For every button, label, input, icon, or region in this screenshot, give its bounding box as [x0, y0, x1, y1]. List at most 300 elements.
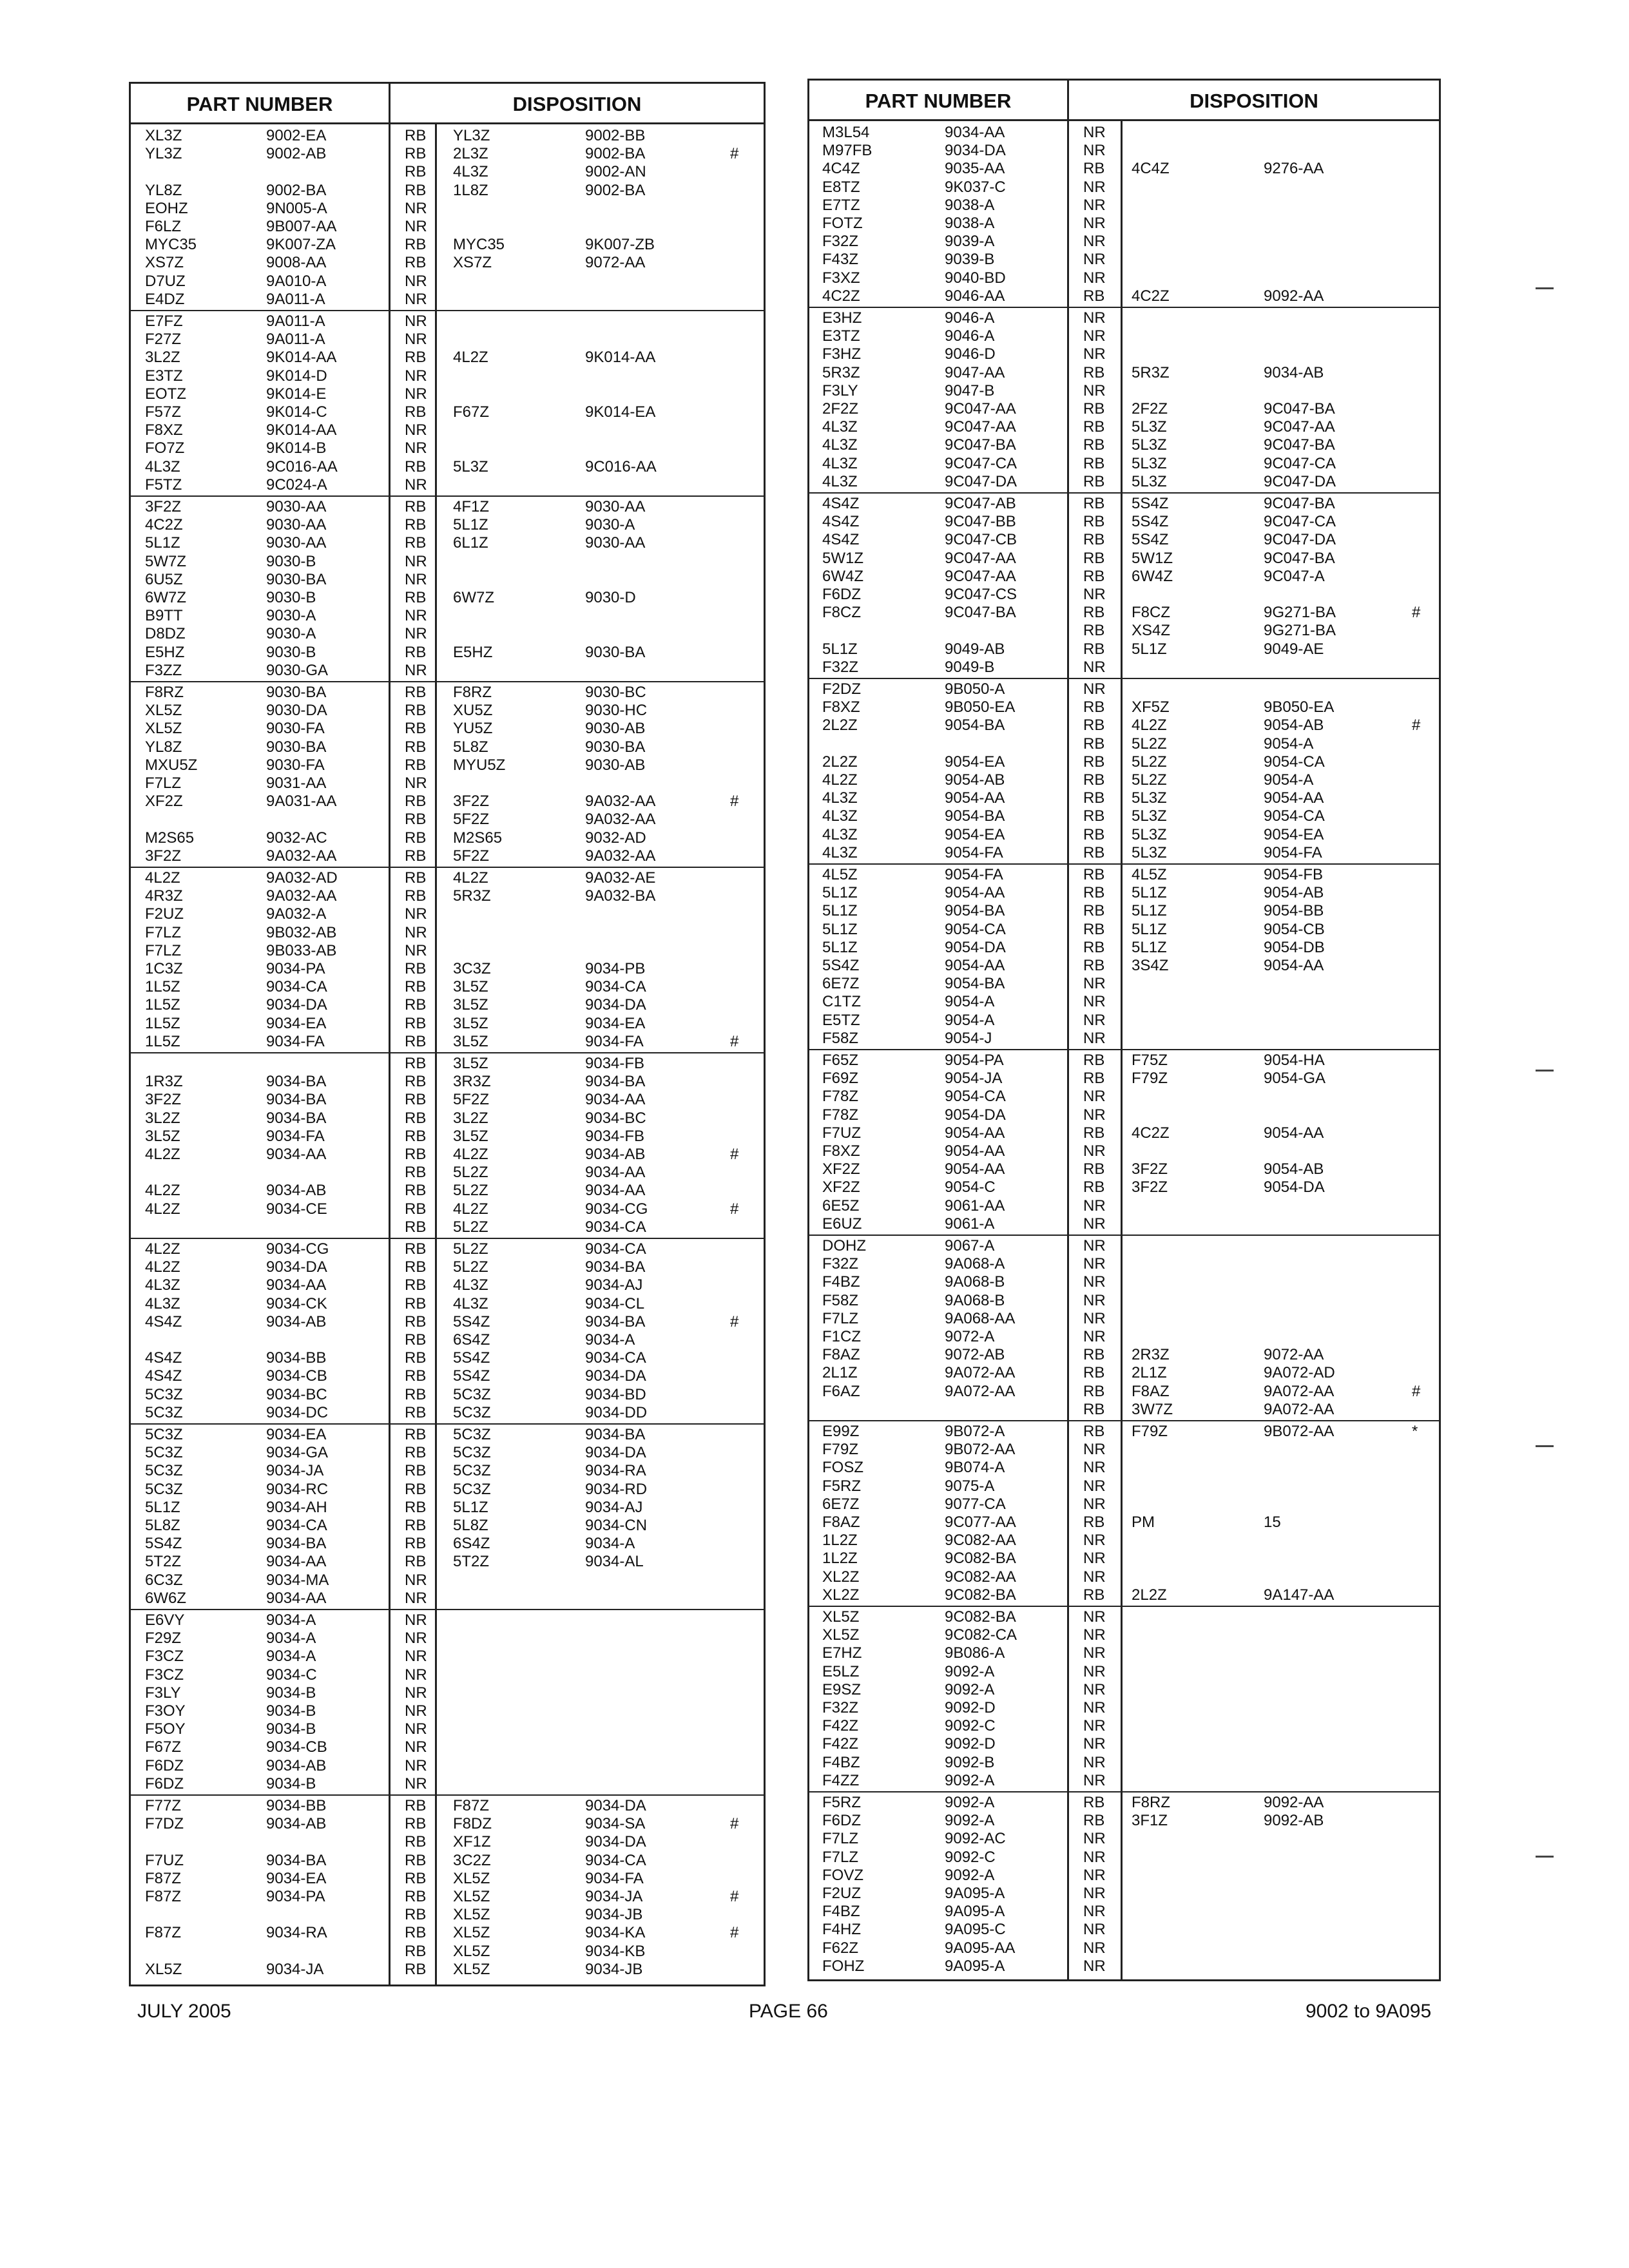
part-prefix: F32Z: [822, 233, 859, 251]
new-base: 9C047-DA: [1264, 472, 1336, 490]
part-base: 9054-A: [945, 1011, 995, 1029]
part-prefix: F87Z: [145, 1888, 182, 1905]
part-base: 9054-PA: [945, 1052, 1004, 1069]
part-base: 9030-FA: [266, 720, 325, 738]
new-base: 9K014-EA: [585, 403, 656, 421]
new-base: 9030-D: [585, 589, 636, 606]
row-group: [809, 678, 1439, 865]
part-prefix: F3HZ: [822, 345, 861, 363]
new-prefix: YU5Z: [453, 720, 493, 738]
part-prefix: F3OY: [145, 1702, 186, 1720]
new-base: 9049-AE: [1264, 640, 1324, 658]
disposition-code: RB: [1083, 531, 1105, 549]
part-base: 9030-GA: [266, 661, 329, 679]
disposition-code: NR: [1083, 1753, 1106, 1771]
part-base: 9049-B: [945, 658, 995, 676]
part-prefix: F6AZ: [822, 1382, 860, 1400]
new-base: 9054-A: [1264, 771, 1314, 789]
part-base: 9092-A: [945, 1866, 995, 1884]
part-base: 9092-A: [945, 1680, 995, 1698]
margin-mark: [1536, 1856, 1554, 1858]
part-prefix: XF2Z: [145, 793, 183, 811]
part-prefix: 4L3Z: [822, 454, 858, 472]
disposition-code: RB: [405, 756, 427, 774]
part-base: 9034-BA: [266, 1091, 327, 1109]
disposition-code: RB: [405, 1553, 427, 1571]
part-prefix: 4L2Z: [145, 1146, 180, 1163]
new-prefix: 2L3Z: [453, 145, 488, 163]
new-prefix: 6W7Z: [453, 589, 495, 606]
part-base: 9047-AA: [945, 363, 1005, 381]
part-prefix: 1C3Z: [145, 960, 183, 977]
disposition-code: NR: [1083, 1662, 1106, 1680]
disposition-code: RB: [1083, 902, 1105, 920]
part-prefix: F7LZ: [145, 774, 182, 792]
part-prefix: F3CZ: [145, 1666, 184, 1684]
part-base: 9A068-B: [945, 1291, 1005, 1309]
new-prefix: 3L5Z: [453, 996, 488, 1014]
part-prefix: F8AZ: [822, 1346, 860, 1364]
disposition-code: NR: [1083, 975, 1106, 993]
part-prefix: 3L5Z: [145, 1127, 180, 1145]
part-prefix: 3F2Z: [145, 1091, 182, 1109]
new-prefix: 3C2Z: [453, 1851, 491, 1869]
disposition-code: RB: [1083, 287, 1105, 305]
part-base: 9031-AA: [266, 774, 327, 792]
disposition-code: NR: [405, 1684, 427, 1702]
part-prefix: YL8Z: [145, 738, 182, 756]
new-base: 9034-CA: [585, 1349, 646, 1367]
new-base: 9C047-CA: [1264, 513, 1336, 531]
disposition-code: NR: [1083, 1550, 1106, 1568]
part-prefix: F4ZZ: [822, 1771, 860, 1789]
note-mark: #: [730, 1815, 739, 1833]
disposition-code: RB: [1083, 825, 1105, 843]
new-prefix: 5S4Z: [453, 1312, 490, 1331]
part-base: 9B032-AB: [266, 923, 337, 941]
part-prefix: E7HZ: [822, 1644, 862, 1662]
new-base: 9034-KA: [585, 1924, 646, 1942]
disposition-code: NR: [1083, 269, 1106, 287]
part-base: 9A068-B: [945, 1273, 1005, 1291]
disposition-code: NR: [405, 367, 427, 385]
new-prefix: 2R3Z: [1132, 1346, 1170, 1364]
row-group: [131, 867, 764, 1053]
part-base: 9A032-AA: [266, 847, 337, 865]
part-base: 9A032-AA: [266, 887, 337, 905]
new-base: 9034-RA: [585, 1462, 646, 1480]
part-base: 9030-BA: [266, 684, 327, 701]
part-prefix: 3L2Z: [145, 349, 180, 367]
part-base: 9K014-AA: [266, 349, 337, 367]
part-prefix: F6DZ: [822, 1812, 861, 1830]
disposition-code: RB: [405, 960, 427, 977]
part-base: 9034-A: [266, 1629, 316, 1648]
disposition-code: RB: [1083, 1586, 1105, 1604]
disposition-code: NR: [405, 439, 427, 457]
part-base: 9054-EA: [945, 753, 1005, 771]
new-base: 9034-JB: [585, 1906, 643, 1924]
disposition-code: RB: [1083, 622, 1105, 640]
part-base: 9C082-AA: [945, 1532, 1016, 1550]
disposition-code: NR: [1083, 1088, 1106, 1106]
disposition-code: RB: [405, 1869, 427, 1887]
new-prefix: 2L2Z: [1132, 1586, 1167, 1604]
part-base: 9054-AA: [945, 1124, 1005, 1142]
new-prefix: 3L5Z: [453, 1014, 488, 1032]
part-prefix: E7TZ: [822, 196, 860, 214]
new-base: 9054-EA: [1264, 825, 1324, 843]
part-prefix: XL5Z: [145, 702, 182, 720]
part-base: 9K037-C: [945, 178, 1006, 196]
part-prefix: F42Z: [822, 1717, 859, 1735]
new-base: 9054-FA: [1264, 843, 1322, 861]
left-table: [129, 82, 766, 1986]
new-prefix: 5F2Z: [453, 847, 490, 865]
disposition-code: NR: [1083, 1011, 1106, 1029]
new-base: 9034-A: [585, 1331, 635, 1349]
new-base: 9034-CA: [585, 978, 646, 996]
part-base: 9034-EA: [266, 1014, 327, 1032]
new-base: 9034-AJ: [585, 1276, 643, 1294]
new-base: 9072-AA: [1264, 1346, 1324, 1364]
new-base: 9034-SA: [585, 1815, 646, 1833]
disposition-code: RB: [405, 829, 427, 847]
part-base: 9034-BB: [266, 1797, 327, 1814]
new-base: 9C047-BA: [1264, 436, 1335, 454]
new-prefix: 2F2Z: [1132, 400, 1168, 418]
part-base: 9032-AC: [266, 829, 327, 847]
row-group: [131, 310, 764, 497]
part-prefix: F62Z: [822, 1939, 859, 1957]
new-prefix: 6S4Z: [453, 1331, 490, 1349]
part-prefix: F2DZ: [822, 680, 861, 698]
part-base: 9K014-D: [266, 367, 327, 385]
disposition-code: RB: [405, 811, 427, 829]
disposition-code: RB: [405, 720, 427, 738]
part-prefix: F78Z: [822, 1106, 859, 1124]
note-mark: #: [730, 1032, 739, 1050]
part-prefix: 5W7Z: [145, 552, 187, 570]
new-prefix: 5F2Z: [453, 811, 490, 829]
disposition-code: NR: [405, 1611, 427, 1629]
part-prefix: F32Z: [822, 1255, 859, 1273]
row-group: [131, 1238, 764, 1425]
disposition-code: RB: [1083, 549, 1105, 567]
right-table: [807, 79, 1441, 1981]
disposition-code: NR: [1083, 327, 1106, 345]
part-base: 9034-GA: [266, 1444, 329, 1462]
part-prefix: D8DZ: [145, 625, 186, 643]
footer-range: 9002 to 9A095: [1306, 2001, 1432, 2022]
part-prefix: 4L2Z: [822, 771, 858, 789]
row-group: [131, 681, 764, 868]
disposition-code: RB: [405, 1815, 427, 1833]
part-base: 9034-RA: [266, 1924, 327, 1942]
disposition-code: RB: [405, 1331, 427, 1349]
new-base: 9A032-AA: [585, 847, 656, 865]
new-prefix: YL3Z: [453, 127, 490, 144]
disposition-code: RB: [405, 996, 427, 1014]
new-prefix: 3S4Z: [1132, 957, 1169, 974]
new-prefix: 4L2Z: [1132, 716, 1167, 735]
part-prefix: 5S4Z: [822, 957, 860, 974]
disposition-code: RB: [405, 163, 427, 181]
disposition-code: RB: [1083, 363, 1105, 381]
new-base: 9030-AA: [585, 534, 646, 552]
new-prefix: 5L3Z: [453, 457, 488, 476]
disposition-code: RB: [405, 793, 427, 811]
part-base: 9034-PA: [266, 960, 325, 977]
new-prefix: 5L3Z: [1132, 472, 1167, 490]
part-prefix: 4S4Z: [822, 495, 860, 512]
part-base: 9030-B: [266, 552, 316, 570]
new-base: 9C047-BA: [1264, 400, 1335, 418]
disposition-code: NR: [1083, 1237, 1106, 1254]
margin-mark: [1536, 1445, 1554, 1447]
new-base: 9034-PB: [585, 960, 646, 977]
disposition-code: RB: [1083, 400, 1105, 418]
disposition-code: NR: [1083, 1255, 1106, 1273]
new-prefix: 5C3Z: [453, 1385, 491, 1403]
part-base: 9A095-A: [945, 1885, 1005, 1902]
part-prefix: 5T2Z: [145, 1553, 182, 1571]
part-base: 9C082-CA: [945, 1626, 1017, 1644]
new-prefix: F75Z: [1132, 1052, 1168, 1069]
new-base: 9092-AB: [1264, 1812, 1324, 1830]
new-base: 9C047-CA: [1264, 454, 1336, 472]
new-base: 9032-AD: [585, 829, 646, 847]
part-prefix: MXU5Z: [145, 756, 198, 774]
disposition-code: RB: [1083, 698, 1105, 716]
disposition-code: RB: [405, 1888, 427, 1905]
disposition-code: RB: [1083, 789, 1105, 807]
new-prefix: 5S4Z: [1132, 495, 1169, 512]
disposition-code: NR: [1083, 1680, 1106, 1698]
part-prefix: 5W1Z: [822, 549, 864, 567]
new-prefix: 5L1Z: [1132, 938, 1167, 956]
part-prefix: E4DZ: [145, 290, 185, 308]
new-prefix: 5S4Z: [1132, 513, 1169, 531]
new-prefix: 6S4Z: [453, 1535, 490, 1553]
part-base: 9054-A: [945, 993, 995, 1011]
note-mark: #: [730, 1312, 739, 1331]
part-base: 9C082-BA: [945, 1586, 1016, 1604]
part-base: 9034-A: [266, 1648, 316, 1666]
part-prefix: M2S65: [145, 829, 195, 847]
part-base: 9A010-A: [266, 272, 327, 290]
part-base: 9002-BA: [266, 181, 327, 199]
new-base: 9092-AA: [1264, 1794, 1324, 1811]
part-base: 9030-BA: [266, 570, 327, 588]
part-base: 9030-B: [266, 589, 316, 606]
disposition-code: NR: [1083, 1196, 1106, 1215]
part-prefix: 2L2Z: [822, 716, 858, 735]
part-base: 9034-PA: [266, 1888, 325, 1905]
part-prefix: 3F2Z: [145, 847, 182, 865]
new-prefix: 4L3Z: [453, 1294, 488, 1312]
part-base: 9034-EA: [266, 1426, 327, 1443]
part-prefix: 1L5Z: [145, 978, 180, 996]
part-prefix: 6U5Z: [145, 570, 183, 588]
new-prefix: 5S4Z: [453, 1349, 490, 1367]
new-prefix: 3L5Z: [453, 1055, 488, 1072]
disposition-code: NR: [1083, 142, 1106, 160]
disposition-code: NR: [405, 1756, 427, 1774]
new-base: 9034-DA: [585, 996, 646, 1014]
disposition-code: RB: [405, 516, 427, 534]
part-prefix: F32Z: [822, 658, 859, 676]
disposition-code: NR: [405, 272, 427, 290]
part-prefix: XL2Z: [822, 1586, 860, 1604]
disposition-code: RB: [1083, 884, 1105, 902]
part-base: 9034-BB: [266, 1349, 327, 1367]
part-base: 9092-A: [945, 1662, 995, 1680]
new-prefix: 3L5Z: [453, 1127, 488, 1145]
note-mark: #: [730, 793, 739, 811]
new-prefix: 3F2Z: [453, 793, 490, 811]
part-base: 9C047-CS: [945, 586, 1017, 603]
part-prefix: 4L2Z: [145, 1258, 180, 1276]
part-prefix: 4C2Z: [145, 516, 183, 534]
part-base: 9C077-AA: [945, 1514, 1016, 1531]
disposition-code: RB: [1083, 1124, 1105, 1142]
new-base: 9A032-AE: [585, 869, 656, 887]
part-base: 9092-B: [945, 1753, 995, 1771]
part-prefix: F7LZ: [145, 923, 182, 941]
part-prefix: 4R3Z: [145, 887, 183, 905]
part-prefix: 5C3Z: [145, 1426, 183, 1443]
part-prefix: 5L1Z: [822, 640, 858, 658]
part-prefix: 1L5Z: [145, 996, 180, 1014]
part-prefix: 1L5Z: [145, 1032, 180, 1050]
disposition-code: NR: [1083, 1608, 1106, 1626]
part-prefix: F8XZ: [822, 698, 860, 716]
new-base: 9054-CA: [1264, 753, 1325, 771]
part-prefix: 4L3Z: [822, 807, 858, 825]
part-prefix: 4L3Z: [822, 789, 858, 807]
disposition-code: NR: [405, 199, 427, 217]
row-group: [131, 1609, 764, 1796]
new-base: 9034-BD: [585, 1385, 646, 1403]
new-base: 9034-FB: [585, 1127, 645, 1145]
left-table-header: [131, 84, 764, 124]
part-base: 9A032-AD: [266, 869, 338, 887]
disposition-code: RB: [405, 589, 427, 606]
part-base: 9054-CA: [945, 1088, 1006, 1106]
new-prefix: 6L1Z: [453, 534, 488, 552]
new-prefix: XL5Z: [453, 1960, 490, 1978]
new-base: 9054-GA: [1264, 1070, 1326, 1088]
part-base: 9A011-A: [266, 290, 325, 308]
new-prefix: XS4Z: [1132, 622, 1171, 640]
part-prefix: F2UZ: [145, 905, 184, 923]
part-base: 9002-EA: [266, 127, 327, 144]
new-base: 9054-AA: [1264, 789, 1324, 807]
part-base: 9C082-BA: [945, 1608, 1016, 1626]
disposition-code: NR: [405, 923, 427, 941]
new-prefix: 2L1Z: [1132, 1364, 1167, 1382]
new-base: 9G271-BA: [1264, 604, 1336, 622]
part-prefix: F2UZ: [822, 1885, 861, 1902]
disposition-code: NR: [1083, 1532, 1106, 1550]
disposition-code: RB: [1083, 454, 1105, 472]
disposition-code: NR: [1083, 993, 1106, 1011]
part-prefix: 5S4Z: [145, 1535, 182, 1553]
disposition-code: NR: [405, 290, 427, 308]
disposition-code: RB: [1083, 567, 1105, 585]
part-base: 9038-A: [945, 215, 995, 232]
disposition-code: NR: [405, 1720, 427, 1738]
disposition-code: RB: [405, 1367, 427, 1385]
part-prefix: FOVZ: [822, 1866, 863, 1884]
new-base: 9054-AA: [1264, 957, 1324, 974]
disposition-code: RB: [405, 534, 427, 552]
disposition-code: NR: [405, 941, 427, 959]
part-prefix: F8CZ: [822, 604, 861, 622]
part-prefix: XL5Z: [145, 720, 182, 738]
disposition-code: NR: [405, 1629, 427, 1648]
part-base: 9034-BA: [266, 1073, 327, 1091]
disposition-code: RB: [1083, 1052, 1105, 1069]
disposition-code: RB: [405, 1014, 427, 1032]
new-prefix: F79Z: [1132, 1423, 1168, 1440]
part-base: 9046-A: [945, 309, 995, 327]
part-base: 9K014-E: [266, 385, 327, 403]
part-prefix: F77Z: [145, 1797, 182, 1814]
disposition-code: RB: [405, 1444, 427, 1462]
disposition-code: RB: [405, 1073, 427, 1091]
disposition-heading: DISPOSITION: [1190, 90, 1318, 112]
new-prefix: 5L1Z: [1132, 884, 1167, 902]
note-mark: #: [730, 1924, 739, 1942]
new-base: 9A032-BA: [585, 887, 656, 905]
row-group: [809, 1791, 1439, 1977]
new-base: 9034-RD: [585, 1480, 648, 1498]
new-base: 9034-FA: [585, 1869, 644, 1887]
new-base: 9072-AA: [585, 254, 646, 272]
part-prefix: MYC35: [145, 236, 197, 254]
part-prefix: F69Z: [822, 1070, 859, 1088]
disposition-code: RB: [405, 1851, 427, 1869]
disposition-code: RB: [405, 181, 427, 199]
part-prefix: 4C4Z: [822, 160, 860, 178]
part-base: 9034-B: [266, 1702, 316, 1720]
disposition-code: RB: [405, 1349, 427, 1367]
part-prefix: F6DZ: [822, 586, 861, 603]
part-prefix: E6UZ: [822, 1215, 862, 1233]
new-prefix: 4L2Z: [453, 349, 488, 367]
new-prefix: F67Z: [453, 403, 490, 421]
disposition-code: RB: [405, 1385, 427, 1403]
part-base: 9038-A: [945, 196, 995, 214]
part-base: 9034-AB: [266, 1312, 327, 1331]
right-table-header: [809, 81, 1439, 121]
part-prefix: E6VY: [145, 1611, 185, 1629]
new-base: 9034-CA: [585, 1851, 646, 1869]
new-prefix: 5L3Z: [1132, 454, 1167, 472]
part-prefix: FO7Z: [145, 439, 185, 457]
part-prefix: F7LZ: [822, 1830, 859, 1848]
part-base: 9B007-AA: [266, 218, 337, 235]
disposition-code: NR: [405, 607, 427, 625]
part-prefix: 5L1Z: [822, 902, 858, 920]
part-prefix: EOHZ: [145, 199, 188, 217]
disposition-code: NR: [1083, 309, 1106, 327]
disposition-code: NR: [1083, 124, 1106, 141]
part-base: 9C047-DA: [945, 472, 1017, 490]
part-base: 9034-AH: [266, 1498, 327, 1516]
